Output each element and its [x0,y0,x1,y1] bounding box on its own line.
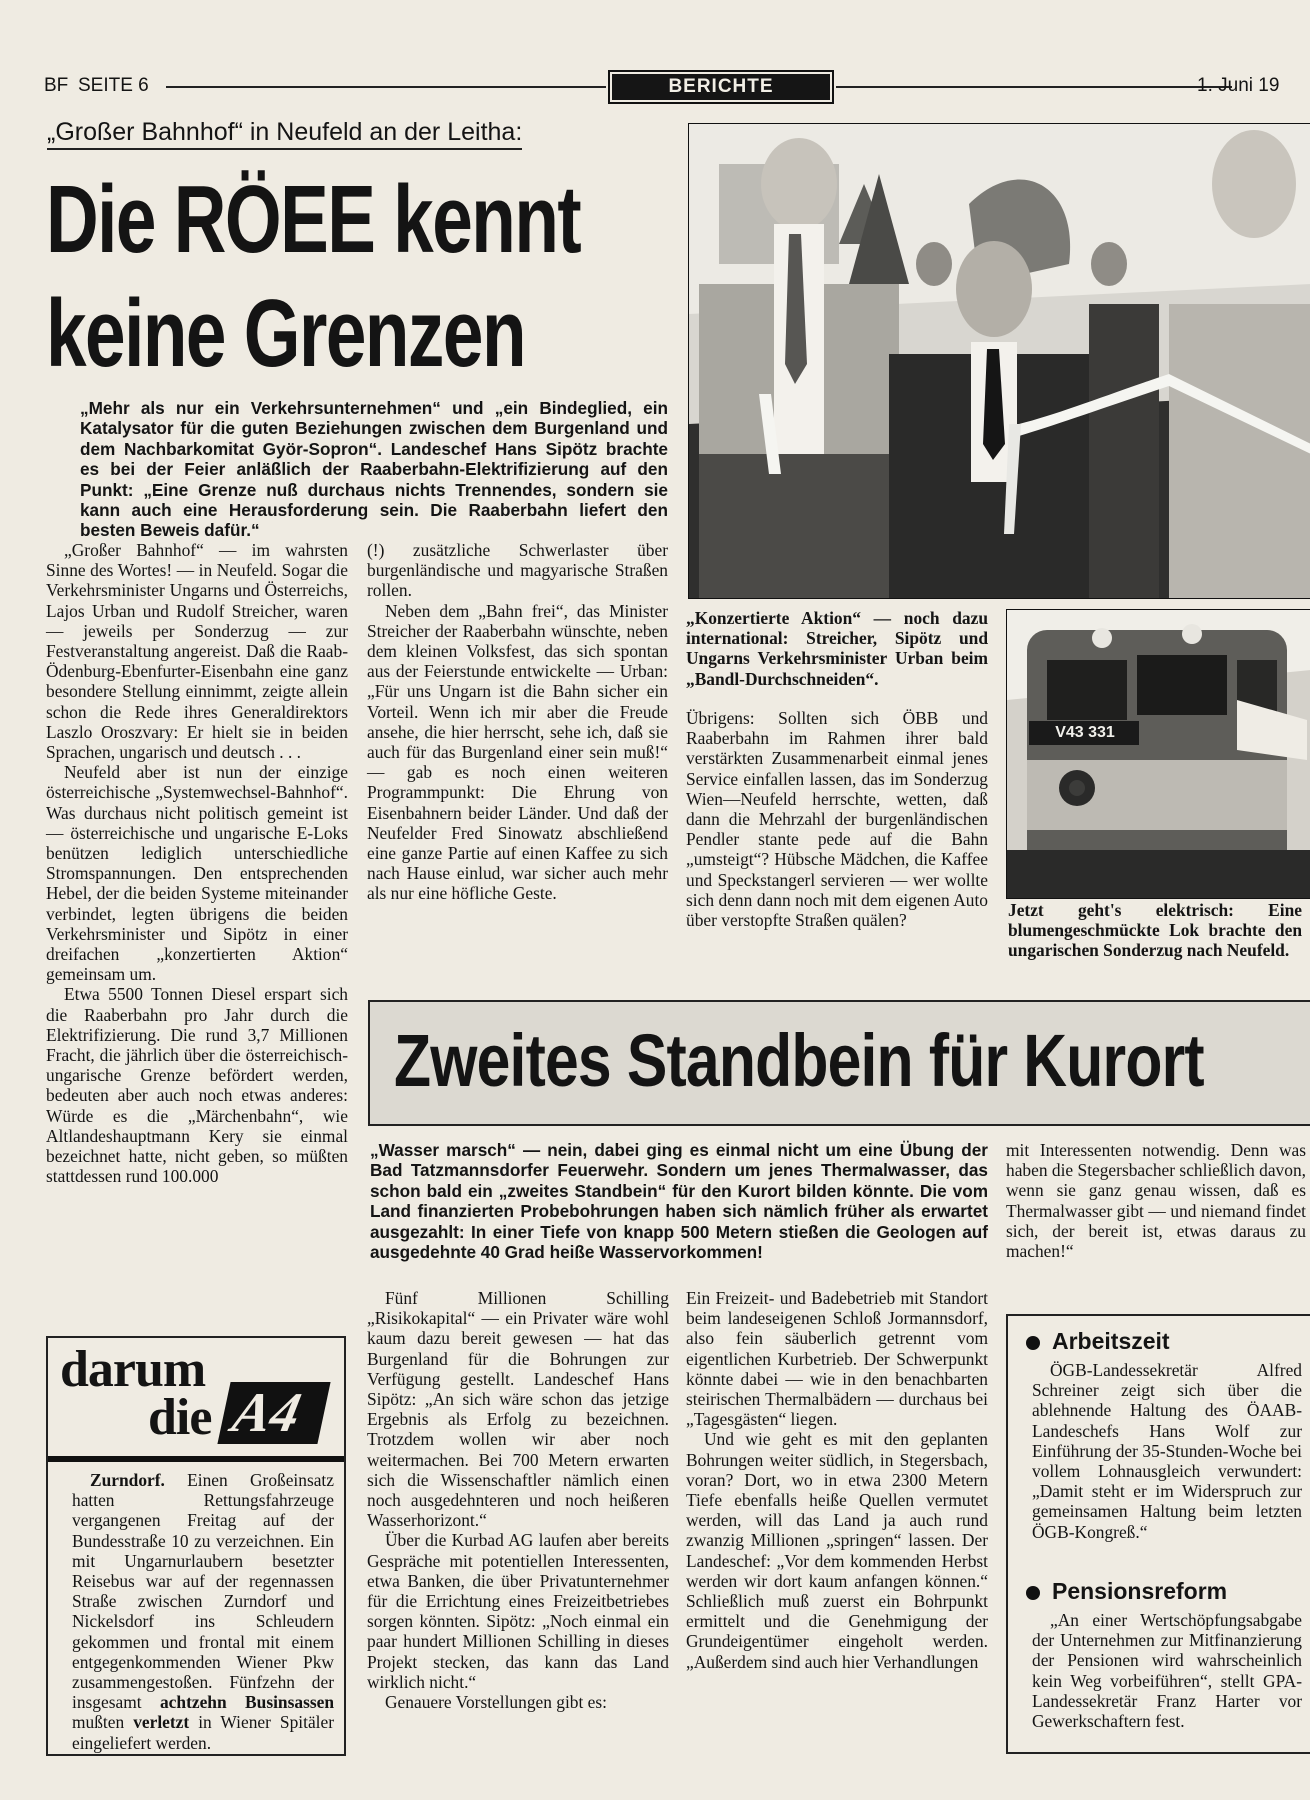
a4-badge-text: A4 [227,1382,306,1444]
article1-headline-line1: Die RÖEE kennt [46,166,581,273]
a4-logo [56,1342,344,1452]
article1-col3-paragraph: Übrigens: Sollten sich ÖBB und Raaberbahn im Rahmen ihrer bald verstärkten Zusammenarbeit einmal jenes Service einfallen lassen, das im Sonderzug Wien—Neufeld herrschte, wetten, daß dann die Mehrzahl der burgenländischen Pendler stante pede auf die Bahn „umsteigt“? Hübsche Mädchen, die Kaffee und Speckstangerl servieren — wer wollte sich denn dann noch mit dem eigenen Auto über verstopfte Straßen quälen? [686,708,988,931]
article1-col2-paragraph: (!) zusätzliche Schwerlaster über burgenländische und magyarische Straßen rollen. [367,540,668,601]
article2-col2-paragraph: Und wie geht es mit den geplanten Bohrungen weiter südlich, in Stegersbach, voran? Dort, wo in etwa 2300 Metern Tiefe ebenfalls heiße Quellen vermutet werden, will das Land ja auch rund zwanzig Millionen „springen“ lassen. Der Landeschef: „Vor dem kommenden Herbst werden wir dort kaum anfangen können.“ Schließlich muß zuerst ein Bohrpunkt ermittelt und die Genehmigung der Grundeigentümer eingeholt werden. „Außerdem sind auch hier Verhandlungen [686,1429,988,1672]
bullet-icon [1026,1586,1040,1600]
a4-text-part: mußten [72,1712,134,1733]
a4-sidebar-box [46,1336,346,1756]
article2-column2 [686,1288,988,1672]
note-title-text: Pensionsreform [1052,1578,1228,1604]
article2-col1-paragraph: Fünf Millionen Schilling „Risikokapital“ — ein Privater wäre wohl kaum dazu bereit gewesen — hat das Burgenland für die Bohrungen zur Verfügung gestellt. Landeschef Hans Sipötz: „An sich wäre schon das jetzige Ergebnis als Erfolg zu bezeichnen. Trotzdem wollen wir aber noch weitermachen. Bei 700 Metern erwarten sich die Wissenschaftler nämlich einen noch ausgedehnteren und noch heißeren Wasserhorizont.“ [367,1288,669,1531]
note-title-pensionsreform [1026,1578,1227,1605]
note-text-pensionsreform [1032,1610,1302,1731]
issue-date: 1. Juni 19 [1197,75,1280,96]
article2-column1 [367,1288,669,1712]
article2-headline-box [368,1000,1310,1126]
article1-lead: „Mehr als nur ein Verkehrsunternehmen“ und „ein Bindeglied, ein Katalysator für die guten Beziehungen zwischen dem Burgenland und dem Nachbarkomitat Györ-Sopron“. Landeschef Hans Sipötz brachte es bei der Feier anläßlich der Raaberbahn-Elektrifizierung auf den Punkt: „Eine Grenze nuß durchaus nichts Trennendes, sondern sie kann auch eine Herausforderung sein. Die Raaberbahn liefert den besten Beweis dafür.“ [80,398,668,541]
article2-column3 [1006,1140,1306,1261]
article2-col1-paragraph: Über die Kurbad AG laufen aber bereits Gespräche mit potentiellen Interessenten, etwa Banken, die über Privatunternehmer für die Errichtung eines Freizeitbetriebes sorgen könnten. Sipötz: „Noch einmal ein paar hundert Millionen Schilling in dieses Projekt stecken, das kann das Land wirklich nicht.“ [367,1530,669,1692]
note-text-arbeitszeit [1032,1360,1302,1542]
ribbon-cutting-caption: „Konzertierte Aktion“ — noch dazu international: Streicher, Sipötz und Ungarns Verkehrsminister Urban beim „Bandl-Durchschneiden“. [686,608,988,689]
page-label: SEITE 6 [78,75,149,96]
header-rule-left [166,86,606,88]
article1-headline-line2: keine Grenzen [46,280,525,387]
article1-col1-paragraph: Neufeld aber ist nun der einzige österreichische „Systemwechsel-Bahnhof“. Was durchaus nicht politisch gemeint ist — österreichische und ungarische E-Loks benützen lediglich unterschiedliche Stromspannungen. Den entsprechenden Hebel, der die beiden Systeme miteinander verbindet, legten übrigens die beiden Verkehrsminister und Sipötz in einer dreifachen „konzertierten Aktion“ gemeinsam um. [46,762,348,985]
locomotive-caption: Jetzt geht's elektrisch: Eine blumengeschmückte Lok brachte den ungarischen Sonderzug nach Neufeld. [1008,900,1302,961]
article1-column1 [46,540,348,1187]
article1-col2-paragraph: Neben dem „Bahn frei“, das Minister Streicher der Raaberbahn wünschte, neben dem kleinen Volksfest, das sich spontan aus der Feierstunde entwickelte — Urban: „Für uns Ungarn ist die Bahn sicher ein Vorteil. Wenn ich mir aber die Freude ansehe, die hier herrscht, sehe ich, daß sie auch für das Burgenland einer sein muß!“ — gab es noch einen weiteren Programmpunkt: Die Ehrung von Eisenbahnern beider Länder. Und daß der Neufelder Fred Sinowatz abschließend eine ganze Partie auf einen Kaffee zu sich nach Hause einlud, war sicher auch mehr als nur eine höfliche Geste. [367,600,668,904]
note-title-text: Arbeitszeit [1052,1328,1170,1354]
a4-logo-line2: die [148,1389,212,1446]
locomotive-photo [1006,609,1310,899]
article1-kicker: „Großer Bahnhof“ in Neufeld an der Leitha: [47,118,522,150]
header-rule-right [836,86,1232,88]
article2-lead: „Wasser marsch“ — nein, dabei ging es einmal nicht um eine Übung der Bad Tatzmannsdorfer Feuerwehr. Sondern um jenes Thermalwasser, das schon bald ein „zweites Standbein“ für den Kurort bilden könnte. Die vom Land finanzierten Probebohrungen haben sich nämlich früher als erwartet ausgezahlt: In einer Tiefe von knapp 500 Metern stießen die Geologen auf ausgedehnte 40 Grad heiße Wasservorkommen! [370,1140,988,1263]
article1-col1-paragraph: „Großer Bahnhof“ — im wahrsten Sinne des Wortes! — in Neufeld. Sogar die Verkehrsminister Ungarns und Österreichs, Lajos Urban und Rudolf Streicher, waren — jeweils per Sonderzug — zur Festveranstaltung angereist. Daß die Raab-Ödenburg-Ebenfurter-Eisenbahn eine ganz besondere Stellung einnimmt, zeigte allein schon die Rede ihres Generaldirektors Laszlo Oroszvary: Er hielt sie in beiden Sprachen, ungarisch und deutsch . . . [46,540,348,763]
a4-place: Zurndorf. [90,1470,165,1490]
page-header [44,74,1310,104]
a4-logo-line1: darum [60,1341,206,1398]
article1-column3 [686,708,988,930]
a4-text-bold: verletzt [133,1712,190,1733]
a4-text-part: in Wiener Spitäler eingeliefert werden. [72,1712,334,1753]
section-title: BERICHTE [668,76,774,97]
a4-divider [48,1456,344,1462]
article1-column2 [367,540,668,904]
bullet-icon [1026,1336,1040,1350]
ribbon-cutting-photo [688,123,1310,599]
locomotive-photo-drawing [1007,610,1310,898]
locomotive-number: V43 331 [1055,724,1115,741]
section-code: BF [44,75,69,96]
a4-text-part: Einen Großeinsatz hatten Rettungsfahrzeuge vergangenen Freitag auf der Bundesstraße 10 zu verzeichnen. Ein mit Ungarnurlaubern besetzter Reisebus war auf der regennassen Straße zwischen Zurndorf und Nickelsdorf ins Schleudern gekommen und frontal mit einem entgegenkommenden Wiener Pkw zusammengestoßen. Fünfzehn der insgesamt [72,1470,334,1713]
article2-headline: Zweites Standbein für Kurort [394,1019,1204,1102]
article2-col3-paragraph: mit Interessenten notwendig. Denn was haben die Stegersbacher schließlich davon, wenn sie ganz genau wissen, daß es Thermalwasser gibt — und niemand findet sich, der bereit ist, etwas daraus zu machen!“ [1006,1140,1306,1262]
note-paragraph: „An einer Wertschöpfungsabgabe der Unternehmen zur Mitfinanzierung der Pensionen wird wahrscheinlich kein Weg vorbeiführen“, stellt GPA-Landessekretär Franz Harter vor Gewerkschaftern fest. [1032,1610,1302,1732]
article2-col1-paragraph: Genauere Vorstellungen gibt es: [385,1692,608,1713]
note-title-arbeitszeit [1026,1328,1170,1355]
a4-badge [217,1382,330,1444]
a4-text-bold: achtzehn Businsassen [159,1692,334,1713]
notes-sidebar-box [1006,1314,1310,1754]
article1-col1-paragraph: Etwa 5500 Tonnen Diesel erspart sich die Raaberbahn pro Jahr durch die Elektrifizierung. Die rund 3,7 Millionen Fracht, die jährlich über die österreichisch-ungarische Grenze befördert werden, bedeuten aber auch noch etwas anderes: Würde es die „Märchenbahn“, wie Altlandeshauptmann Kery sie einmal bezeichnet hatte, nicht geben, so müßten stattdessen rund 100.000 [46,984,348,1187]
section-title-box [608,70,834,104]
note-paragraph: ÖGB-Landessekretär Alfred Schreiner zeigt sich über die ablehnende Haltung des ÖAAB-Landeschefs Hans Wolf zur Einführung der 35-Stunden-Woche bei vollem Lohnausgleich verwundert: „Damit steht er im Widerspruch zur gemeinsamen Haltung beim letzten ÖGB-Kongreß.“ [1032,1360,1302,1542]
article2-col2-paragraph: Ein Freizeit- und Badebetrieb mit Standort beim landeseigenen Schloß Jormannsdorf, also fein säuberlich getrennt vom eigentlichen Kurbetrieb. Der Schwerpunkt könnte dabei — wie in den benachbarten steirischen Thermalbädern — durchaus bei „Tagesgästen“ liegen. [686,1288,988,1430]
ribbon-cutting-photo-drawing [689,124,1310,598]
a4-text [72,1470,334,1753]
